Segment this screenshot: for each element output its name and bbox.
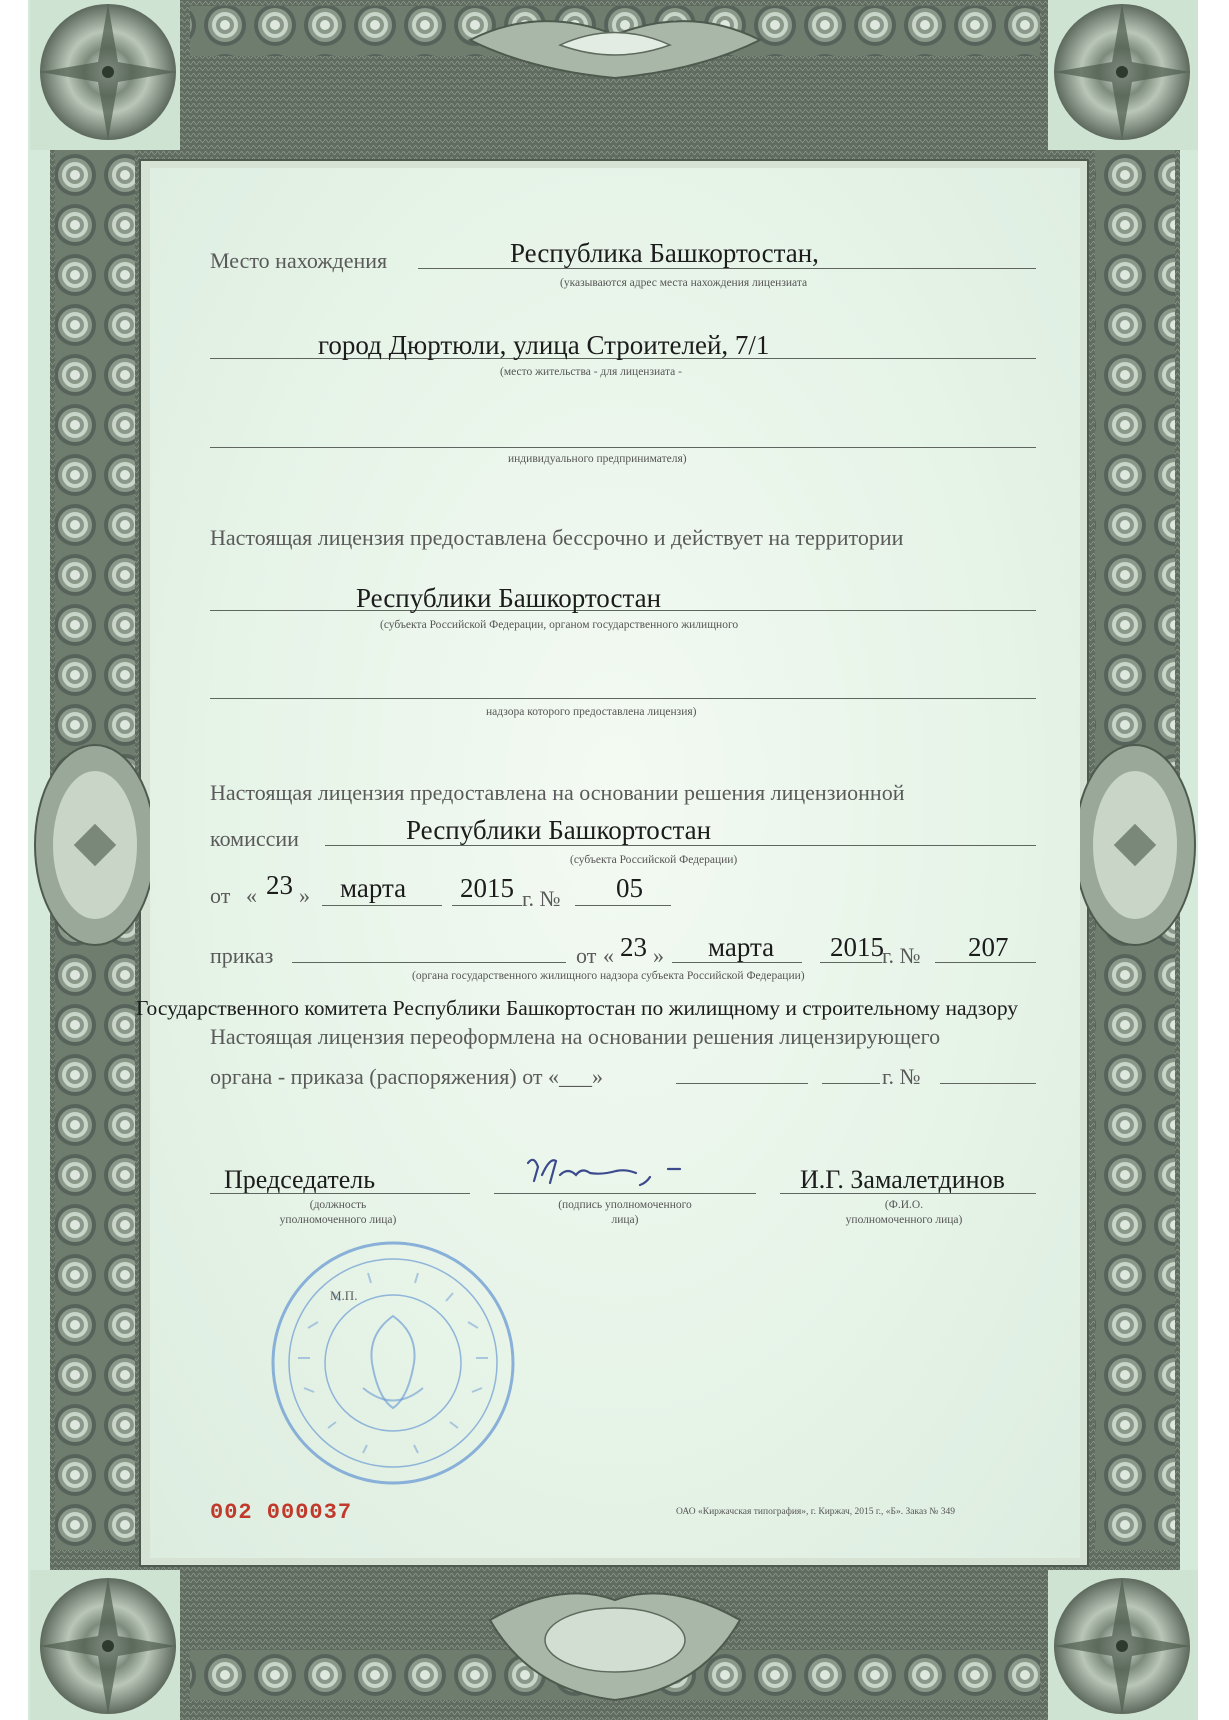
order-authority: Государственного комитета Республики Башкортостан по жилищному и строительному надзору: [136, 996, 1019, 1020]
reissue-number-line: [940, 1083, 1036, 1084]
order-month: марта: [708, 932, 775, 962]
commission-caption: (субъекта Российской Федерации): [570, 854, 738, 866]
corner-rosette-tl: [30, 0, 180, 150]
reissue-text-1: Настоящая лицензия переоформлена на основании решения лицензирующего: [210, 1024, 941, 1049]
order-year: 2015: [830, 932, 884, 962]
name-caption: [824, 1198, 984, 1228]
signature-caption-1: (подпись уполномоченного: [558, 1199, 692, 1211]
position-caption: [258, 1198, 418, 1228]
territory-line-2: [210, 698, 1036, 699]
signatory-name: И.Г. Замалетдинов: [800, 1165, 1005, 1194]
order-quote-open: «: [603, 943, 614, 968]
basis-year: 2015: [460, 873, 514, 903]
name-line: [780, 1193, 1036, 1194]
order-caption: (органа государственного жилищного надзора субъекта Российской Федерации): [412, 970, 805, 982]
printer-imprint: ОАО «Киржачская типография», г. Киржач, 2015 г., «Б». Заказ № 349: [676, 1507, 955, 1517]
order-line: [292, 962, 566, 963]
reissue-month-line: [676, 1083, 808, 1084]
basis-month: марта: [340, 873, 407, 903]
corner-rosette-br: [1048, 1570, 1198, 1720]
basis-year-line: [452, 905, 522, 906]
basis-number-line: [575, 905, 671, 906]
signatory-position: Председатель: [224, 1165, 376, 1194]
official-seal: [268, 1238, 518, 1488]
serial-number: 002 000037: [210, 1500, 353, 1525]
location-caption-2: (место жительства - для лицензиата -: [500, 366, 682, 378]
side-medallion-right: [1075, 745, 1195, 945]
reissue-year-line: [822, 1083, 880, 1084]
location-caption-3: индивидуального предпринимателя): [508, 453, 687, 465]
signature-line: [494, 1193, 756, 1194]
order-from-label: от: [576, 943, 597, 968]
reissue-text-2: органа - приказа (распоряжения) от «___»: [210, 1064, 604, 1089]
order-label: приказ: [210, 943, 274, 968]
location-value-1: Республика Башкортостан,: [510, 238, 819, 268]
position-caption-2: уполномоченного лица): [279, 1214, 397, 1226]
name-caption-2: уполномоченного лица): [845, 1214, 963, 1226]
location-caption-1: (указываются адрес места нахождения лицензиата: [560, 277, 808, 289]
territory-value: Республики Башкортостан: [356, 583, 662, 613]
order-year-suffix: г. №: [882, 943, 921, 968]
location-label: Место нахождения: [210, 248, 388, 273]
order-day: 23: [620, 932, 647, 962]
location-value-2: город Дюртюли, улица Строителей, 7/1: [318, 330, 770, 360]
signature-caption-2: лица): [611, 1214, 639, 1226]
territory-caption-2: надзора которого предоставлена лицензия): [486, 706, 697, 718]
order-quote-close: »: [653, 943, 664, 968]
order-number: 207: [968, 932, 1009, 962]
basis-day: 23: [266, 870, 293, 900]
basis-year-suffix: г. №: [522, 886, 561, 911]
basis-quote-close: »: [299, 883, 310, 908]
basis-month-line: [322, 905, 442, 906]
reissue-year-suffix: г. №: [882, 1064, 921, 1089]
basis-quote-open: «: [246, 883, 257, 908]
name-caption-1: (Ф.И.О.: [884, 1199, 924, 1211]
location-line-3: [210, 447, 1036, 448]
signature-caption: [535, 1198, 715, 1228]
corner-rosette-tr: [1048, 0, 1198, 150]
basis-number: 05: [616, 873, 643, 903]
handwritten-signature: [490, 1145, 730, 1195]
position-line: [210, 1193, 470, 1194]
basis-from-label: от: [210, 883, 231, 908]
territory-text: Настоящая лицензия предоставлена бессрочно и действует на территории: [210, 525, 904, 550]
position-caption-1: (должность: [309, 1199, 367, 1211]
stamp-label: М.П.: [330, 1288, 358, 1303]
territory-caption-1: (субъекта Российской Федерации, органом государственного жилищного: [380, 619, 739, 631]
corner-rosette-bl: [30, 1570, 180, 1720]
commission-label: комиссии: [210, 826, 299, 851]
side-medallion-left: [35, 745, 155, 945]
basis-text: Настоящая лицензия предоставлена на основании решения лицензионной: [210, 780, 905, 805]
commission-value: Республики Башкортостан: [406, 815, 712, 845]
